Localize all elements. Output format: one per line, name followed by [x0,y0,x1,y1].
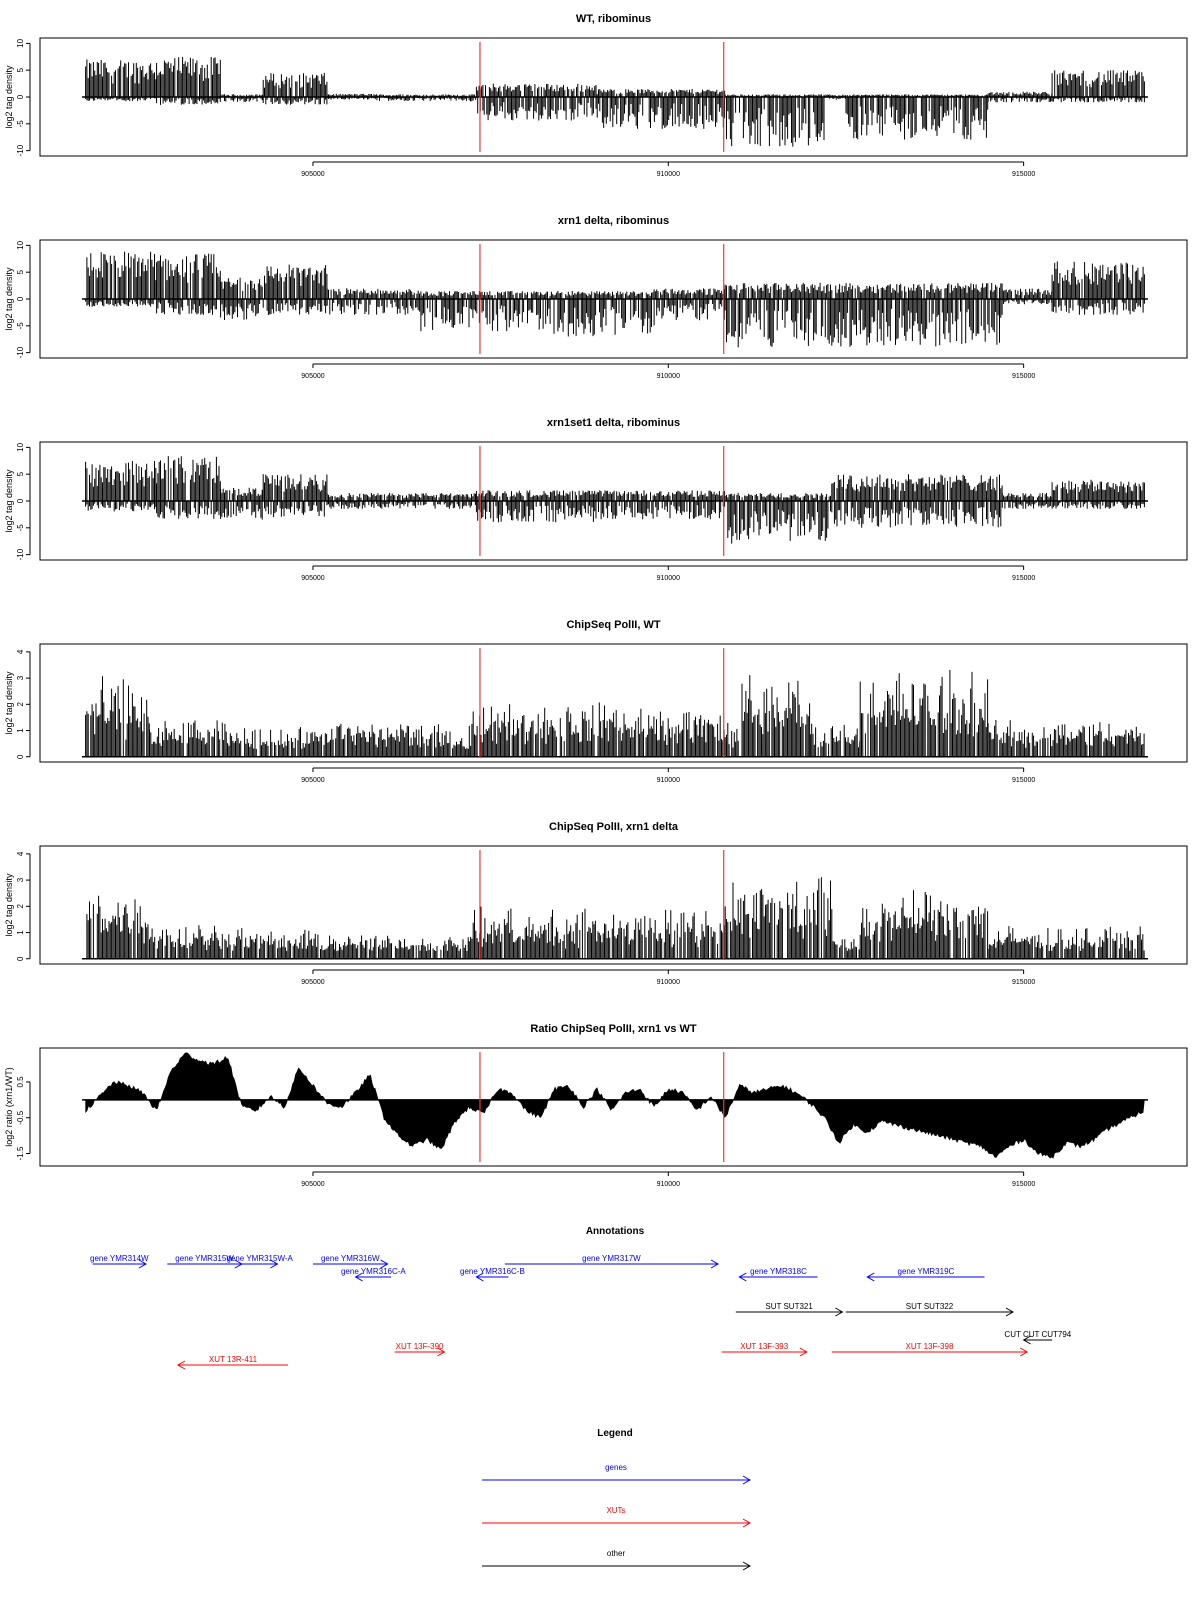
x-tick-label: 915000 [1011,171,1036,178]
y-tick-label: 4 [16,649,25,655]
y-tick-label: 10 [16,442,25,452]
y-tick-label: 0 [16,296,25,302]
feature-gene-ymr316w [313,1254,388,1268]
feature-xut-13f-390 [395,1342,445,1356]
y-tick-label: 3 [16,877,25,883]
panel-1 [4,13,1187,178]
y-axis-label: log2 tag density [4,469,14,533]
annotations-title: Annotations [585,1226,645,1237]
y-tick-label: -10 [16,346,25,359]
feature-label: SUT SUT321 [765,1302,813,1311]
panel-title: Ratio ChipSeq PolII, xrn1 vs WT [530,1023,697,1035]
panel-title: xrn1set1 delta, ribominus [546,417,681,429]
y-tick-label: 4 [16,851,25,857]
feature-label: XUT 13F-398 [905,1342,954,1351]
x-tick-label: 915000 [1011,575,1036,582]
feature-gene-ymr316c-a [341,1267,406,1281]
panel-5 [4,821,1187,986]
y-tick-label: 1 [16,930,25,935]
y-tick-label: 5 [16,471,25,477]
y-axis-label: log2 tag density [4,873,14,937]
y-tick-label: 0.5 [16,1076,25,1088]
y-tick-label: -0.5 [16,1110,25,1125]
x-tick-label: 905000 [301,1181,325,1188]
feature-label: gene YMR316W [320,1254,380,1263]
feature-gene-ymr316c-b [460,1267,525,1281]
panel-2 [4,215,1187,380]
feature-label: gene YMR318C [750,1267,807,1276]
x-tick-label: 915000 [1011,1181,1036,1188]
y-axis-label: log2 tag density [4,65,14,129]
legend-label: XUTs [606,1506,626,1515]
feature-label: gene YMR317W [582,1254,641,1263]
y-tick-label: -5 [16,524,25,532]
feature-label: gene YMR314W [90,1254,149,1263]
legend-item-genes [482,1463,750,1484]
feature-gene-ymr314w [90,1254,149,1268]
y-tick-label: 2 [16,702,25,707]
feature-cut-cut-cut794 [1004,1330,1071,1344]
y-tick-label: 1 [16,728,25,733]
signal-bars [86,670,1145,757]
y-tick-label: 0 [16,498,25,504]
y-axis-label: log2 tag density [4,671,14,735]
feature-label: gene YMR315W-A [226,1254,293,1263]
feature-label: gene YMR315W [175,1254,234,1263]
signal-bars [86,57,1145,147]
feature-label: XUT 13F-390 [395,1342,444,1351]
y-tick-label: 10 [16,240,25,250]
feature-label: gene YMR316C-A [340,1267,406,1276]
panel-title: ChipSeq PolII, WT [566,619,661,631]
panel-title: ChipSeq PolII, xrn1 delta [549,821,678,833]
feature-sut-sut322 [846,1302,1013,1316]
y-axis-label: log2 ratio (xrn1/WT) [4,1067,14,1147]
feature-label: XUT 13R-411 [208,1355,258,1364]
x-tick-label: 910000 [656,1181,680,1188]
x-tick-label: 905000 [301,979,325,986]
panel-title: WT, ribominus [575,13,652,25]
feature-label: SUT SUT322 [905,1302,954,1311]
y-tick-label: 2 [16,904,25,909]
feature-label: XUT 13F-393 [740,1342,789,1351]
feature-xut-13f-393 [722,1342,807,1356]
panel-4 [4,619,1187,784]
feature-label: gene YMR316C-B [460,1267,525,1276]
legend-panel [482,1428,750,1570]
x-tick-label: 905000 [301,777,325,784]
y-tick-label: 10 [16,38,25,48]
panel-3 [4,417,1187,582]
y-tick-label: 0 [16,956,25,961]
feature-gene-ymr315w-a [226,1254,293,1268]
y-tick-label: 5 [16,67,25,73]
panel-title: xrn1 delta, ribominus [557,215,670,227]
x-tick-label: 905000 [301,171,325,178]
feature-label: gene YMR319C [897,1267,955,1276]
y-tick-label: -10 [16,548,25,561]
signal-bars [87,877,1144,959]
ratio-area [86,1053,1145,1159]
y-axis-label: log2 tag density [4,267,14,331]
y-tick-label: -5 [16,322,25,330]
feature-gene-ymr317w [505,1254,718,1268]
x-tick-label: 910000 [656,171,680,178]
feature-label: CUT CUT CUT794 [1004,1330,1072,1339]
x-tick-label: 915000 [1011,777,1036,784]
x-tick-label: 910000 [656,575,680,582]
annotations-panel [90,1226,1072,1369]
y-tick-label: 3 [16,675,25,681]
x-tick-label: 910000 [656,777,680,784]
y-tick-label: -1.5 [16,1146,25,1161]
x-tick-label: 910000 [656,373,680,380]
signal-bars [86,456,1145,543]
x-tick-label: 910000 [656,979,680,986]
y-tick-label: 5 [16,269,25,275]
legend-label: genes [605,1463,627,1472]
y-tick-label: -5 [16,120,25,128]
legend-title: Legend [597,1428,633,1439]
feature-xut-13f-398 [832,1342,1027,1356]
x-tick-label: 915000 [1011,373,1036,380]
legend-item-other [482,1549,750,1570]
x-tick-label: 915000 [1011,979,1036,986]
y-tick-label: 0 [16,94,25,100]
x-tick-label: 905000 [301,373,325,380]
panel-6 [4,1023,1187,1188]
feature-gene-ymr318c [739,1267,817,1281]
y-tick-label: 0 [16,754,25,759]
x-tick-label: 905000 [301,575,325,582]
feature-sut-sut321 [736,1302,843,1316]
y-tick-label: -10 [16,144,25,157]
legend-label: other [606,1549,626,1558]
feature-gene-ymr319c [867,1267,984,1281]
feature-xut-13r-411 [178,1355,288,1369]
legend-item-xuts [482,1506,750,1527]
